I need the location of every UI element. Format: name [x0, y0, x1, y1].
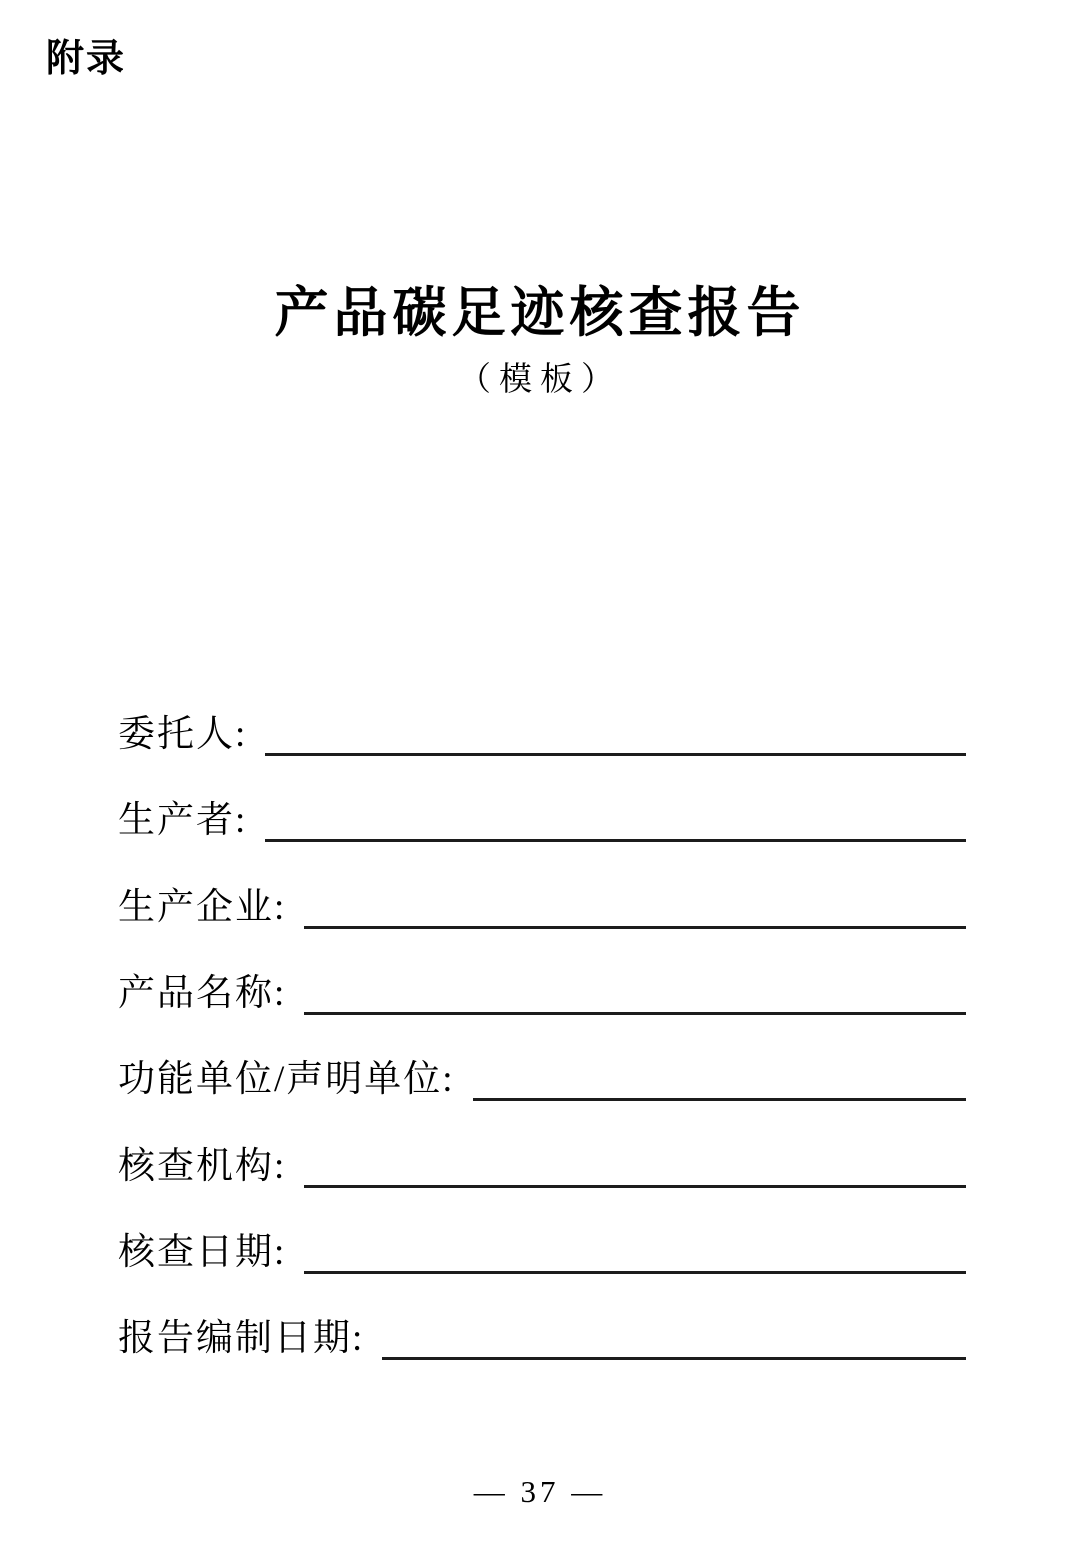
field-functional-unit — [118, 1055, 966, 1101]
field-verification-date-label: 核查日期: — [118, 1232, 287, 1273]
document-title: 产品碳足迹核查报告 — [274, 283, 806, 343]
field-verification-body-label: 核查机构: — [118, 1146, 287, 1187]
document-subtitle: （模板） — [458, 362, 622, 398]
field-functional-unit-label: 功能单位/声明单位: — [118, 1059, 455, 1100]
field-verification-date — [118, 1228, 966, 1274]
field-producer-blank-line — [265, 839, 966, 842]
field-report-date — [118, 1314, 966, 1360]
field-client-blank-line — [265, 753, 966, 756]
field-manufacturer-blank-line — [304, 926, 966, 929]
page-number: — 37 — — [473, 1474, 607, 1509]
field-producer — [118, 796, 966, 842]
field-report-date-label: 报告编制日期: — [118, 1318, 365, 1359]
field-functional-unit-blank-line — [473, 1098, 966, 1101]
field-verification-body-blank-line — [304, 1185, 966, 1188]
appendix-label: 附录 — [46, 38, 127, 80]
field-product-name-blank-line — [304, 1012, 966, 1015]
field-producer-label: 生产者: — [118, 800, 248, 841]
field-verification-body — [118, 1142, 966, 1188]
field-client — [118, 710, 966, 756]
field-client-label: 委托人: — [118, 714, 248, 755]
field-verification-date-blank-line — [304, 1271, 966, 1274]
field-product-name-label: 产品名称: — [118, 973, 287, 1014]
field-product-name — [118, 969, 966, 1015]
field-report-date-blank-line — [382, 1357, 966, 1360]
field-manufacturer — [118, 883, 966, 929]
field-manufacturer-label: 生产企业: — [118, 887, 287, 928]
